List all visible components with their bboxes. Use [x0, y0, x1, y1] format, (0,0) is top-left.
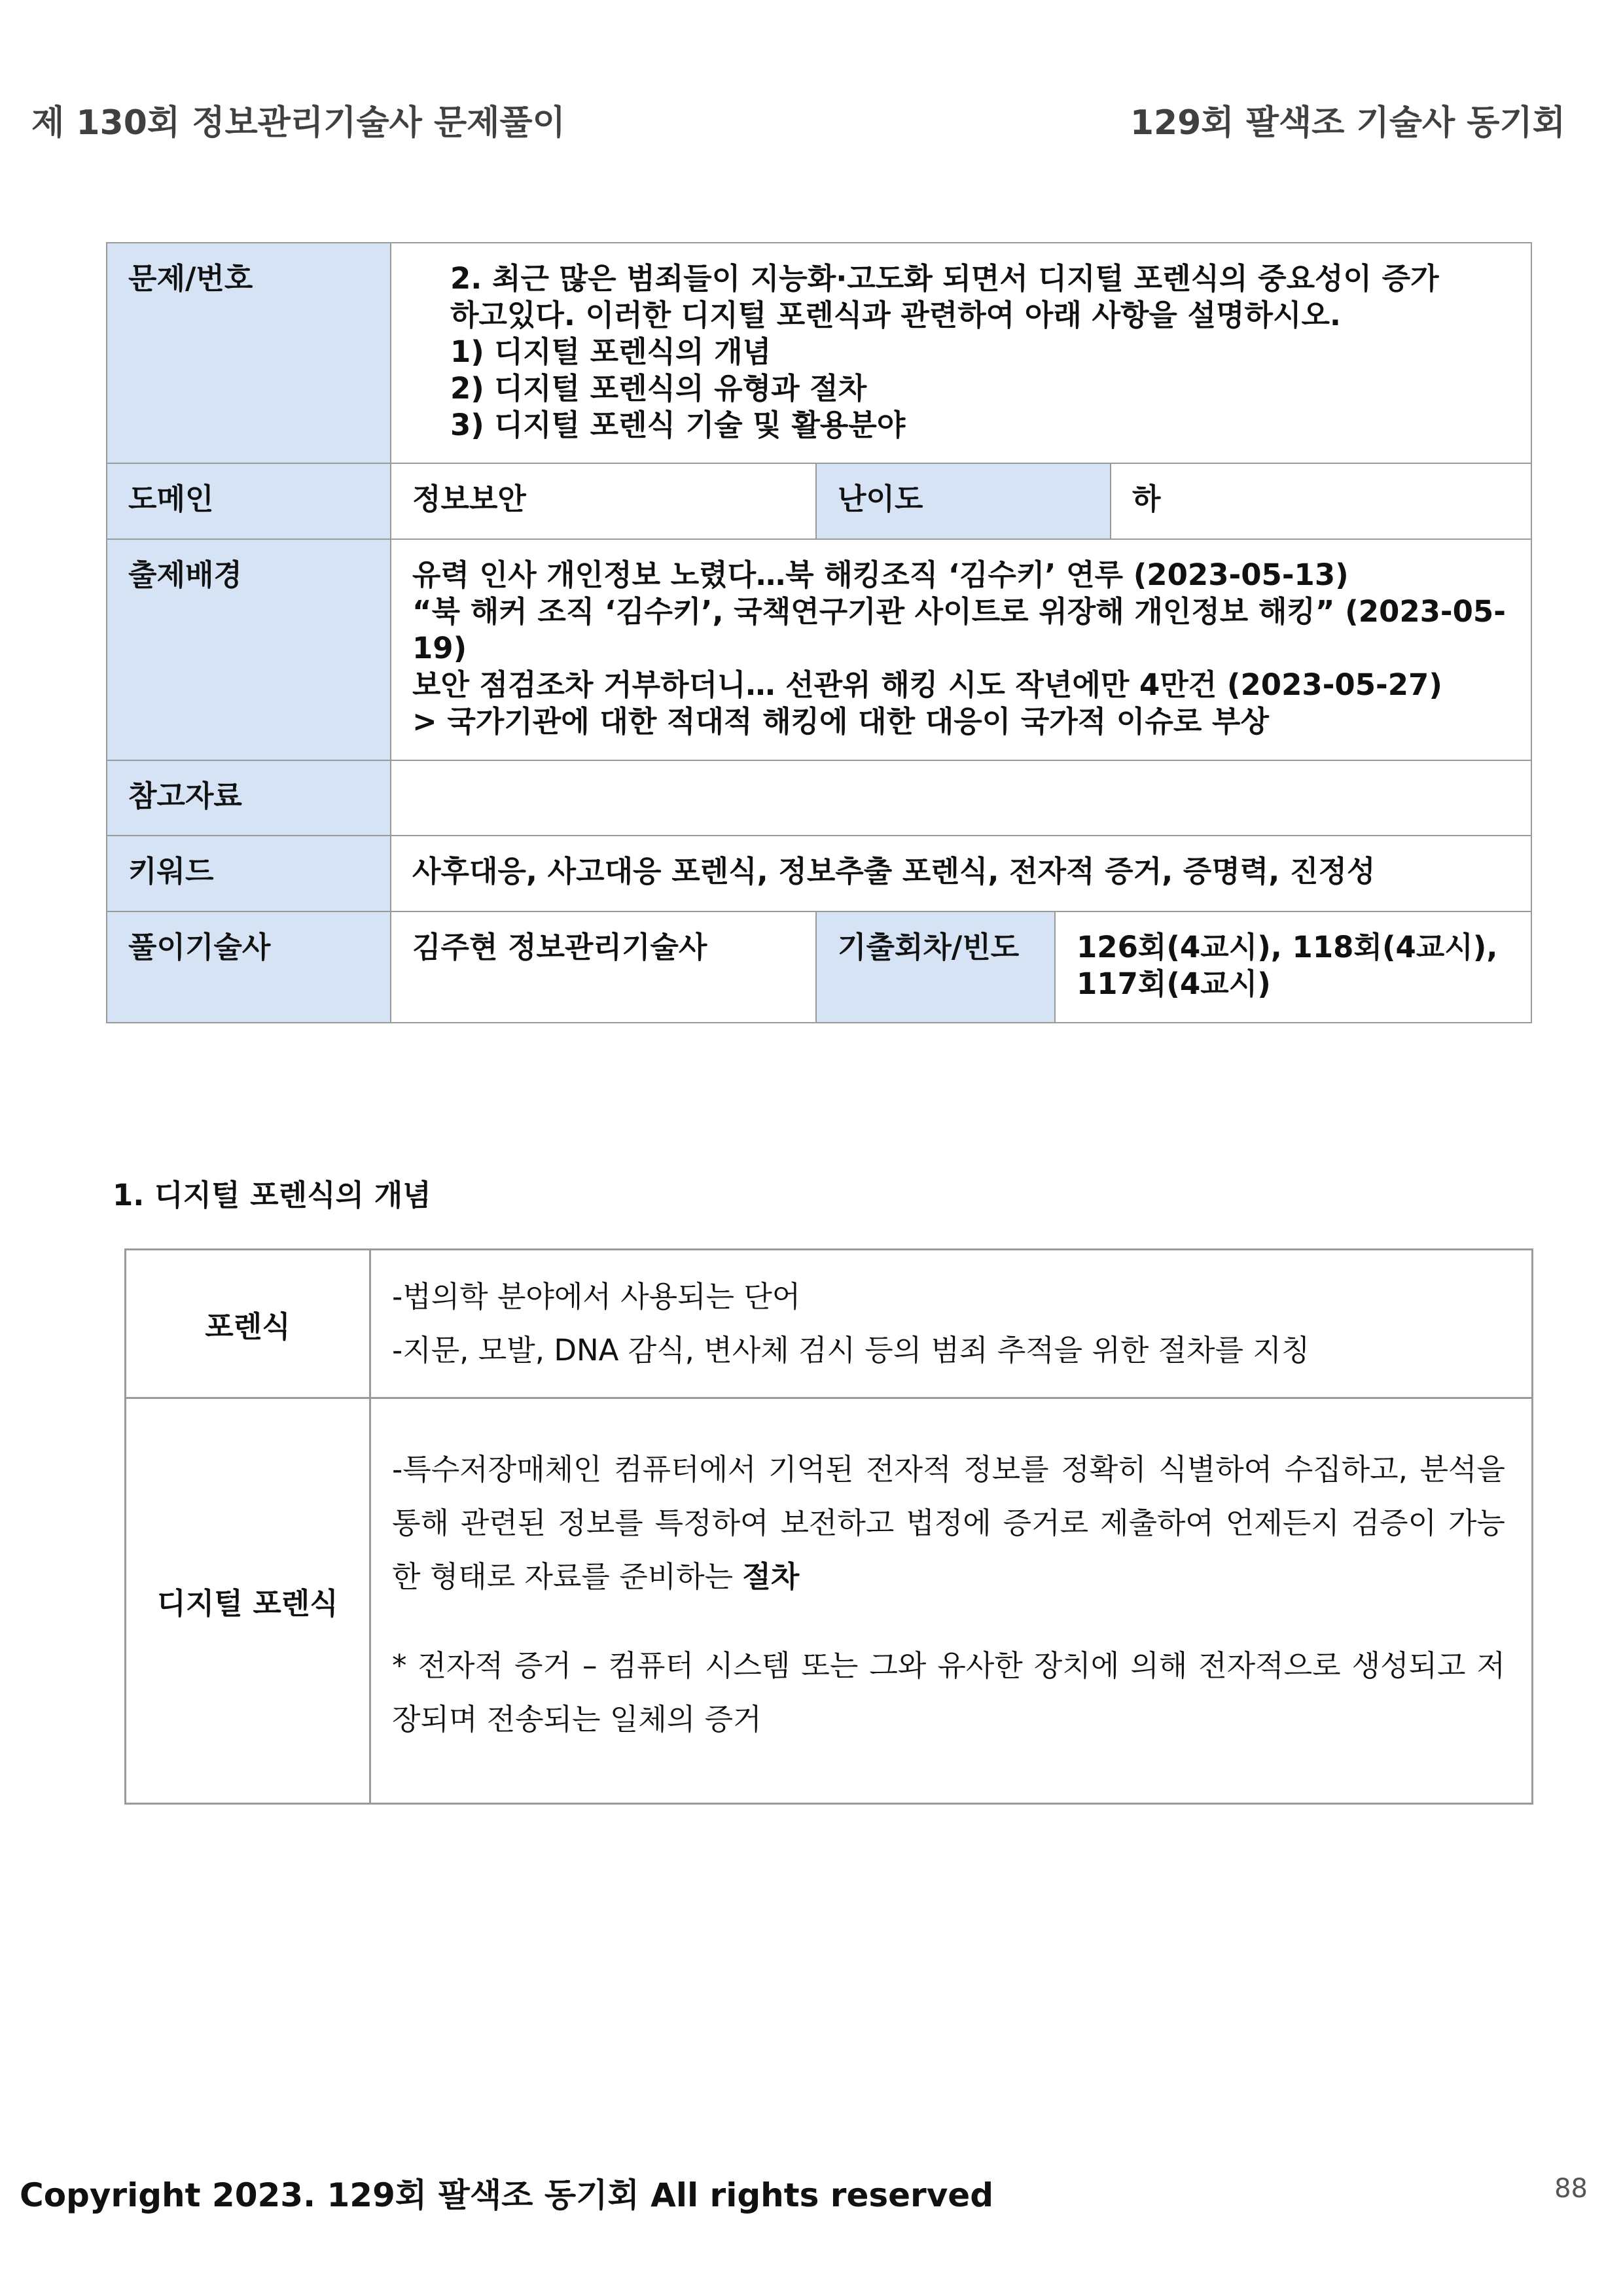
question-row: [107, 243, 1531, 463]
digital-forensic-definition: [392, 1443, 1505, 1604]
electronic-evidence-note: * 전자적 증거 – 컴퓨터 시스템 또는 그와 유사한 장치에 의해 전자적으로 생성되고 저장되며 전송되는 일체의 증거: [392, 1648, 1505, 1737]
digital-forensic-content: [370, 1398, 1533, 1804]
solver-row: [107, 911, 1531, 1023]
keyword-value: 사후대응, 사고대응 포렌식, 정보추출 포렌식, 전자적 증거, 증명력, 진정성: [391, 836, 1531, 911]
digital-forensic-row: [126, 1398, 1533, 1804]
spacer: [392, 1604, 1505, 1639]
section-1-heading: 1. 디지털 포렌식의 개념: [113, 1178, 431, 1212]
copyright-footer: Copyright 2023. 129회 팔색조 동기회 All rights reserved: [20, 2176, 994, 2214]
background-line: “북 해커 조직 ‘김수키’, 국책연구기관 사이트로 위장해 개인정보 해킹” (2023-05-19): [412, 594, 1506, 665]
domain-label: 도메인: [107, 463, 391, 539]
domain-value: 정보보안: [391, 463, 816, 539]
background-text: [391, 539, 1531, 760]
keyword-label: 키워드: [107, 836, 391, 911]
solver-label: 풀이기술사: [107, 911, 391, 1023]
question-line: 하고있다. 이러한 디지털 포렌식과 관련하여 아래 사항을 설명하시오.: [450, 298, 1342, 332]
forensic-line: -법의학 분야에서 사용되는 단어: [392, 1279, 801, 1314]
domain-row: [107, 463, 1531, 539]
definition-table: [124, 1248, 1533, 1805]
background-line: > 국가기관에 대한 적대적 해킹에 대한 대응이 국가적 이슈로 부상: [412, 704, 1269, 739]
keyword-row: [107, 836, 1531, 911]
header-right-title: 129회 팔색조 기술사 동기회: [1130, 103, 1565, 143]
forensic-row: [126, 1250, 1533, 1398]
question-info-table: [106, 242, 1532, 1023]
digital-forensic-label: 디지털 포렌식: [126, 1398, 370, 1804]
difficulty-label: 난이도: [816, 463, 1111, 539]
reference-label: 참고자료: [107, 760, 391, 836]
forensic-content: [370, 1250, 1533, 1398]
reference-row: [107, 760, 1531, 836]
question-line: 2) 디지털 포렌식의 유형과 절차: [450, 371, 867, 406]
solver-value: 김주현 정보관리기술사: [391, 911, 816, 1023]
forensic-line: -지문, 모발, DNA 감식, 변사체 검시 등의 범죄 추적을 위한 절차를 지칭: [392, 1333, 1310, 1368]
header-left-title: 제 130회 정보관리기술사 문제풀이: [31, 103, 565, 143]
frequency-label: 기출회차/빈도: [816, 911, 1055, 1023]
question-line: 3) 디지털 포렌식 기술 및 활용분야: [450, 408, 906, 442]
frequency-value: 126회(4교시), 118회(4교시), 117회(4교시): [1055, 911, 1531, 1023]
definition-text: -특수저장매체인 컴퓨터에서 기억된 전자적 정보를 정확히 식별하여 수집하고, 분석을 통해 관련된 정보를 특정하여 보전하고 법정에 증거로 제출하여 언제든지 검증이 가능한 형태로 자료를 준비하는: [392, 1451, 1505, 1594]
background-line: 유력 인사 개인정보 노렸다…북 해킹조직 ‘김수키’ 연루 (2023-05-13): [412, 557, 1349, 592]
background-label: 출제배경: [107, 539, 391, 760]
question-label: 문제/번호: [107, 243, 391, 463]
background-line: 보안 점검조차 거부하더니… 선관위 해킹 시도 작년에만 4만건 (2023-05-27): [412, 667, 1442, 702]
reference-value: [391, 760, 1531, 836]
definition-bold-term: 절차: [742, 1559, 800, 1594]
question-text: [391, 243, 1531, 463]
background-row: [107, 539, 1531, 760]
forensic-label: 포렌식: [126, 1250, 370, 1398]
question-line: 2. 최근 많은 범죄들이 지능화·고도화 되면서 디지털 포렌식의 중요성이 증가: [450, 261, 1439, 296]
question-line: 1) 디지털 포렌식의 개념: [450, 334, 772, 369]
difficulty-value: 하: [1111, 463, 1531, 539]
page-number: 88: [1554, 2174, 1588, 2204]
